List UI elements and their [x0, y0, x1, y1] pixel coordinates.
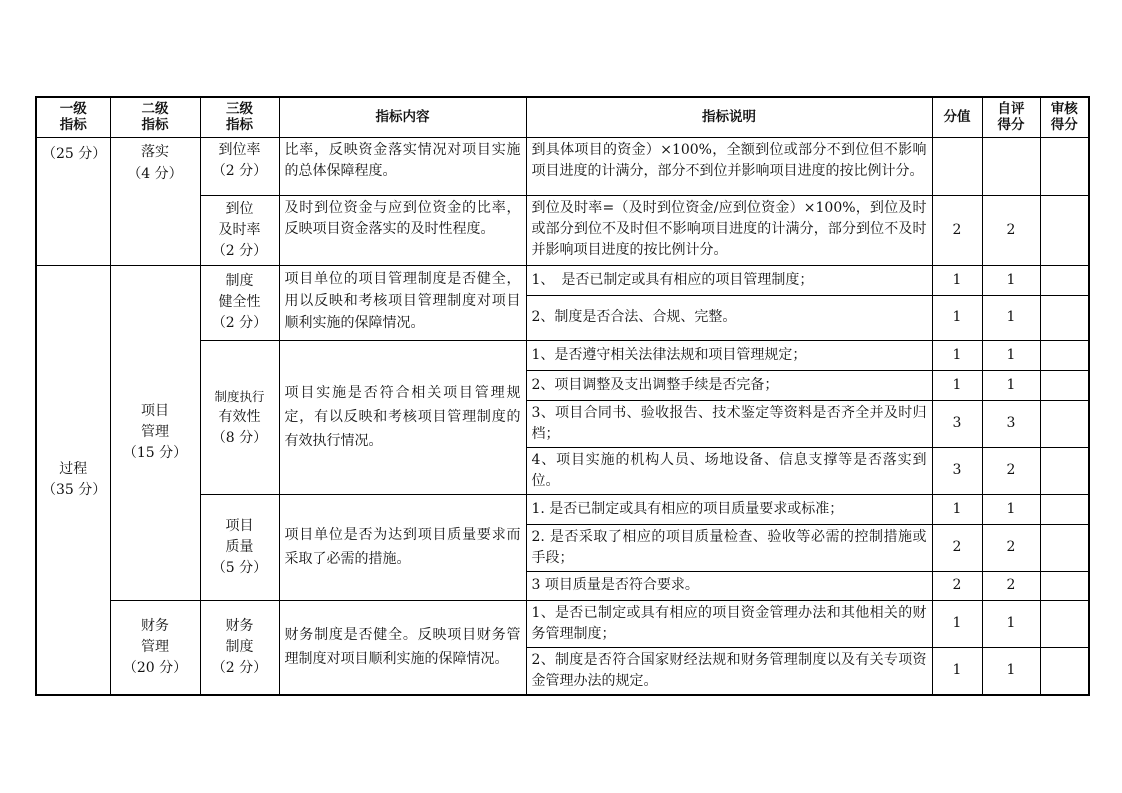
score-zhiliang-2: 2 — [932, 524, 982, 571]
evaluation-table — [35, 96, 1090, 696]
audit-zhiliang-3 — [1040, 571, 1089, 600]
self-daoweilv — [982, 137, 1040, 195]
audit-zhiliang-1 — [1040, 494, 1089, 524]
score-jishilv: 2 — [932, 195, 982, 265]
audit-daoweilv — [1040, 137, 1089, 195]
explanation-zhixing-4: 4、项目实施的机构人员、场地设备、信息支撑等是否落实到位。 — [526, 447, 932, 494]
self-zhiliang-3: 2 — [982, 571, 1040, 600]
audit-zhixing-1 — [1040, 340, 1089, 370]
self-zhiliang-1: 1 — [982, 494, 1040, 524]
explanation-zhixing-1: 1、是否遵守相关法律法规和项目管理规定； — [526, 340, 932, 370]
score-zhixing-1: 1 — [932, 340, 982, 370]
explanation-zhiliang-3: 3 项目质量是否符合要求。 — [526, 571, 932, 600]
level1-input-cell — [36, 137, 110, 265]
header-explanation: 指标说明 — [526, 97, 932, 137]
level2-project-mgmt-cell: 项目 管理 （15 分） — [110, 265, 200, 600]
self-zhixing-3: 3 — [982, 400, 1040, 447]
level1-process-name: 过程 — [59, 460, 88, 477]
self-jishilv: 2 — [982, 195, 1040, 265]
explanation-daoweilv: 到具体项目的资金）×100%，全额到位或部分不到位但不影响项目进度的计满分，部分不到位并影响项目进度的按比例计分。 — [526, 137, 932, 195]
table-row — [36, 600, 1089, 647]
self-zhixing-2: 1 — [982, 370, 1040, 400]
score-zhidu-1: 1 — [932, 265, 982, 295]
level1-input-score: （25 分） — [42, 145, 107, 162]
audit-zhixing-3 — [1040, 400, 1089, 447]
audit-zhidu-1 — [1040, 265, 1089, 295]
content-zhiliang: 项目单位是否为达到项目质量要求而采取了必需的措施。 — [279, 494, 526, 600]
score-caiwu-1: 1 — [932, 600, 982, 647]
explanation-zhiliang-1: 1. 是否已制定或具有相应的项目质量要求或标准； — [526, 494, 932, 524]
score-zhiliang-1: 1 — [932, 494, 982, 524]
content-zhidu: 项目单位的项目管理制度是否健全，用以反映和考核项目管理制度对项目顺利实施的保障情况。 — [279, 265, 526, 340]
self-zhidu-1: 1 — [982, 265, 1040, 295]
score-daoweilv — [932, 137, 982, 195]
audit-caiwu-2 — [1040, 647, 1089, 695]
score-zhixing-3: 3 — [932, 400, 982, 447]
score-zhidu-2: 1 — [932, 295, 982, 340]
explanation-caiwu-2: 2、制度是否符合国家财经法规和财务管理制度以及有关专项资金管理办法的规定。 — [526, 647, 932, 695]
header-content: 指标内容 — [279, 97, 526, 137]
header-self-score: 自评 得分 — [982, 97, 1040, 137]
audit-zhidu-2 — [1040, 295, 1089, 340]
explanation-caiwu-1: 1、是否已制定或具有相应的项目资金管理办法和其他相关的财务管理制度； — [526, 600, 932, 647]
explanation-jishilv: 到位及时率=（及时到位资金/应到位资金）×100%，到位及时或部分到位不及时但不影响项目进度的计满分，部分到位不及时并影响项目进度的按比例计分。 — [526, 195, 932, 265]
content-caiwu: 财务制度是否健全。反映项目财务管理制度对项目顺利实施的保障情况。 — [279, 600, 526, 695]
level3-caiwu-cell: 财务 制度 （2 分） — [200, 600, 279, 695]
content-jishilv: 及时到位资金与应到位资金的比率，反映项目资金落实的及时性程度。 — [279, 195, 526, 265]
audit-jishilv — [1040, 195, 1089, 265]
self-caiwu-2: 1 — [982, 647, 1040, 695]
header-level1: 一级 指标 — [36, 97, 110, 137]
header-audit-score: 审核 得分 — [1040, 97, 1089, 137]
header-level3: 三级 指标 — [200, 97, 279, 137]
explanation-zhidu-2: 2、制度是否合法、合规、完整。 — [526, 295, 932, 340]
level2-luoshi-cell — [110, 137, 200, 265]
self-zhidu-2: 1 — [982, 295, 1040, 340]
level3-zhidu-cell: 制度 健全性 （2 分） — [200, 265, 279, 340]
self-zhixing-4: 2 — [982, 447, 1040, 494]
level3-jishilv-cell: 到位 及时率 （2 分） — [200, 195, 279, 265]
table-row — [36, 265, 1089, 295]
self-zhixing-1: 1 — [982, 340, 1040, 370]
level1-process-score: （35 分） — [42, 481, 107, 498]
content-daoweilv: 比率，反映资金落实情况对项目实施的总体保障程度。 — [279, 137, 526, 195]
score-zhixing-4: 3 — [932, 447, 982, 494]
header-row — [36, 97, 1089, 137]
audit-zhiliang-2 — [1040, 524, 1089, 571]
score-caiwu-2: 1 — [932, 647, 982, 695]
level2-luoshi-score: （4 分） — [127, 165, 183, 182]
explanation-zhixing-2: 2、项目调整及支出调整手续是否完备； — [526, 370, 932, 400]
level1-process-cell — [36, 265, 110, 695]
level2-luoshi-name: 落实 — [141, 143, 169, 160]
explanation-zhiliang-2: 2. 是否采取了相应的项目质量检查、验收等必需的控制措施或手段； — [526, 524, 932, 571]
level3-zhiliang-cell: 项目 质量 （5 分） — [200, 494, 279, 600]
self-caiwu-1: 1 — [982, 600, 1040, 647]
level3-daoweilv-cell: 到位率 （2 分） — [200, 137, 279, 195]
header-level2: 二级 指标 — [110, 97, 200, 137]
explanation-zhixing-3: 3、项目合同书、验收报告、技术鉴定等资料是否齐全并及时归档； — [526, 400, 932, 447]
content-zhixing: 项目实施是否符合相关项目管理规定，有以反映和考核项目管理制度的有效执行情况。 — [279, 340, 526, 494]
level2-finance-mgmt-cell: 财务 管理 （20 分） — [110, 600, 200, 695]
audit-zhixing-2 — [1040, 370, 1089, 400]
table-row — [36, 137, 1089, 195]
audit-caiwu-1 — [1040, 600, 1089, 647]
score-zhixing-2: 1 — [932, 370, 982, 400]
audit-zhixing-4 — [1040, 447, 1089, 494]
header-score: 分值 — [932, 97, 982, 137]
explanation-zhidu-1: 1、 是否已制定或具有相应的项目管理制度； — [526, 265, 932, 295]
self-zhiliang-2: 2 — [982, 524, 1040, 571]
score-zhiliang-3: 2 — [932, 571, 982, 600]
level3-zhixing-cell: 制度执行 有效性 （8 分） — [200, 340, 279, 494]
